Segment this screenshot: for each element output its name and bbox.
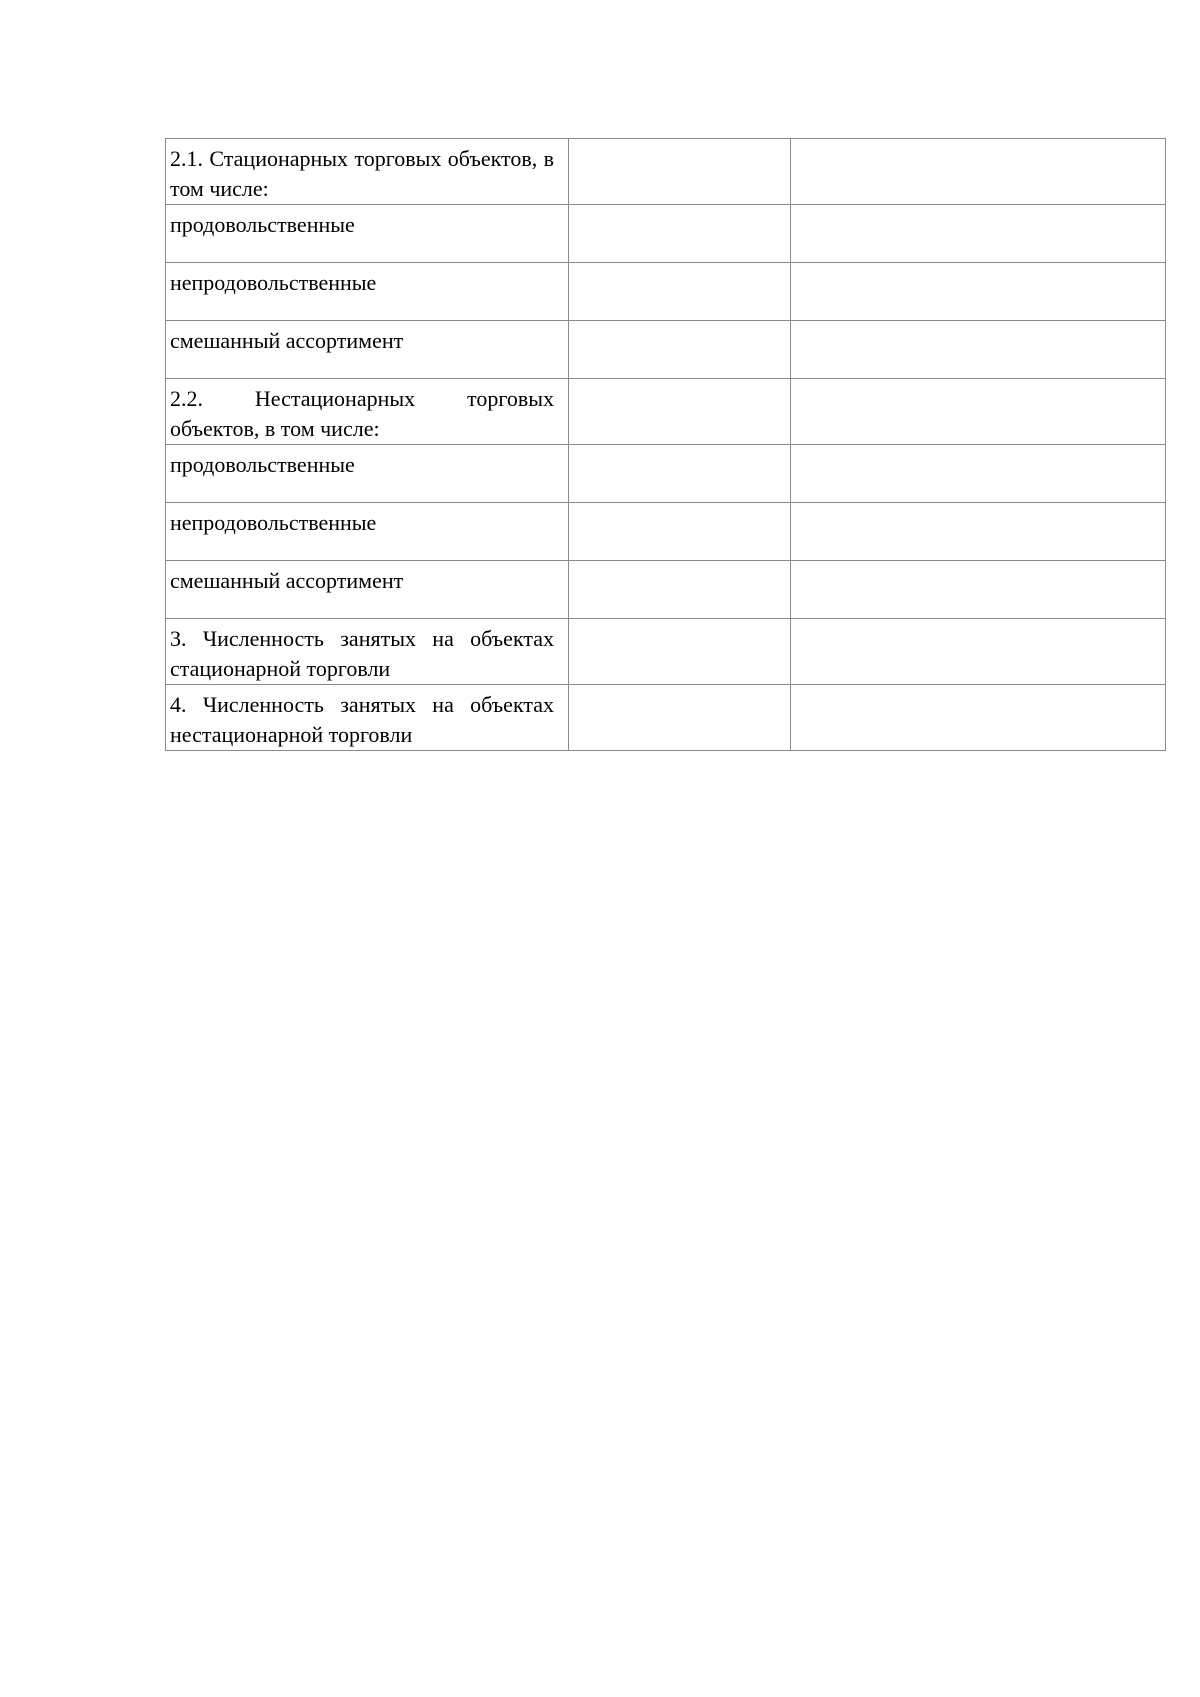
value-cell <box>791 445 1166 503</box>
value-cell <box>569 321 791 379</box>
value-cell <box>791 561 1166 619</box>
value-cell <box>791 619 1166 685</box>
table-row <box>166 263 1166 321</box>
table-row <box>166 379 1166 445</box>
row-label: 3. Численность занятых на объектах стационарной торговли <box>166 619 569 685</box>
value-cell <box>791 503 1166 561</box>
table-row <box>166 205 1166 263</box>
row-label: непродовольственные <box>166 503 569 561</box>
table-row <box>166 139 1166 205</box>
row-label: смешанный ассортимент <box>166 321 569 379</box>
value-cell <box>791 685 1166 751</box>
row-label: смешанный ассортимент <box>166 561 569 619</box>
table-row <box>166 619 1166 685</box>
row-label: 2.1. Стационарных торговых объектов, в том числе: <box>166 139 569 205</box>
value-cell <box>569 503 791 561</box>
row-label: 2.2. Нестационарных торговых объектов, в том числе: <box>166 379 569 445</box>
value-cell <box>791 379 1166 445</box>
value-cell <box>791 263 1166 321</box>
value-cell <box>569 445 791 503</box>
value-cell <box>791 205 1166 263</box>
value-cell <box>569 205 791 263</box>
trade-objects-table <box>165 138 1166 751</box>
value-cell <box>569 619 791 685</box>
table-row <box>166 503 1166 561</box>
value-cell <box>569 263 791 321</box>
value-cell <box>569 379 791 445</box>
value-cell <box>791 321 1166 379</box>
value-cell <box>569 561 791 619</box>
table-row <box>166 321 1166 379</box>
row-label: продовольственные <box>166 445 569 503</box>
table-row <box>166 561 1166 619</box>
value-cell <box>569 139 791 205</box>
row-label: 4. Численность занятых на объектах нестационарной торговли <box>166 685 569 751</box>
row-label: продовольственные <box>166 205 569 263</box>
row-label: непродовольственные <box>166 263 569 321</box>
table-row <box>166 445 1166 503</box>
value-cell <box>569 685 791 751</box>
table-row <box>166 685 1166 751</box>
value-cell <box>791 139 1166 205</box>
